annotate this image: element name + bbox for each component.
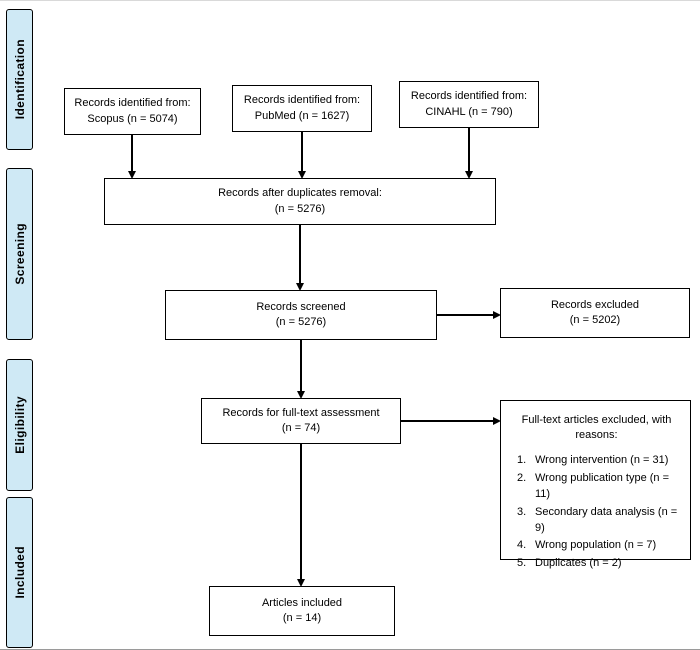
exclusion-reason-num: 5.	[517, 557, 527, 570]
box-scopus-line2: Scopus (n = 5074)	[87, 112, 178, 125]
box-records-screened-line1: Records screened	[256, 300, 346, 313]
box-duplicates-removed	[104, 178, 496, 225]
box-pubmed	[232, 85, 372, 132]
exclusion-reason-num: 2.	[517, 471, 527, 484]
exclusion-reason-item	[517, 538, 682, 554]
box-duplicates-removed-line1: Records after duplicates removal:	[218, 187, 382, 200]
box-records-excluded	[500, 288, 690, 338]
box-scopus-line1: Records identified from:	[74, 97, 191, 110]
arrow-fulltext-to-included	[300, 444, 302, 579]
exclusion-reason-text: Wrong intervention (n = 31)	[535, 453, 669, 466]
box-records-excluded-line1: Records excluded	[550, 298, 640, 311]
box-fulltext-assessment	[201, 398, 401, 444]
stage-eligibility-label: Eligibility	[12, 396, 27, 454]
exclusion-reason-text: Wrong population (n = 7)	[535, 539, 657, 552]
box-records-screened	[165, 290, 437, 340]
box-fulltext-excluded-title: Full-text articles excluded, with reasons:	[521, 414, 672, 442]
exclusion-reason-item	[517, 471, 682, 503]
stage-screening	[6, 168, 33, 340]
exclusion-reason-text: Duplicates (n = 2)	[535, 557, 622, 570]
arrow-pubmed-down	[301, 132, 303, 171]
box-articles-included-line1: Articles included	[261, 596, 343, 609]
box-cinahl-line2: CINAHL (n = 790)	[425, 105, 513, 118]
box-articles-included	[209, 586, 395, 636]
stage-included	[6, 497, 33, 648]
stage-identification	[6, 9, 33, 150]
arrow-screened-to-excluded	[437, 314, 493, 316]
exclusion-reason-item	[517, 453, 682, 469]
stage-screening-label: Screening	[12, 223, 27, 285]
exclusion-reason-text: Secondary data analysis (n = 9)	[535, 505, 678, 534]
box-fulltext-assessment-line1: Records for full-text assessment	[222, 406, 380, 419]
exclusion-reason-text: Wrong publication type (n = 11)	[535, 471, 670, 500]
exclusion-reason-item	[517, 505, 682, 537]
box-records-excluded-line2: (n = 5202)	[569, 314, 621, 326]
stage-identification-label: Identification	[12, 39, 27, 120]
box-cinahl-line1: Records identified from:	[410, 90, 528, 103]
box-articles-included-line2: (n = 14)	[282, 612, 322, 624]
box-duplicates-removed-line2: (n = 5276)	[274, 202, 326, 215]
arrow-fulltext-to-excluded	[401, 420, 493, 422]
exclusion-reason-num: 3.	[517, 505, 527, 518]
box-pubmed-line1: Records identified from:	[243, 94, 361, 107]
arrow-scopus-down	[131, 135, 133, 171]
box-scopus	[64, 88, 201, 135]
box-fulltext-excluded	[500, 400, 691, 570]
box-records-screened-line2: (n = 5276)	[275, 316, 327, 328]
exclusion-reason-item	[517, 556, 682, 572]
arrow-cinahl-down	[468, 128, 470, 171]
arrow-screened-to-fulltext	[300, 340, 302, 391]
box-cinahl	[399, 81, 539, 128]
stage-included-label: Included	[12, 546, 27, 599]
box-fulltext-assessment-line2: (n = 74)	[281, 422, 321, 434]
box-pubmed-line2: PubMed (n = 1627)	[254, 109, 350, 122]
arrow-duplicates-to-screened	[299, 225, 301, 283]
stage-eligibility	[6, 359, 33, 491]
exclusion-reason-num: 4.	[517, 539, 527, 552]
exclusion-reason-num: 1.	[517, 453, 527, 466]
